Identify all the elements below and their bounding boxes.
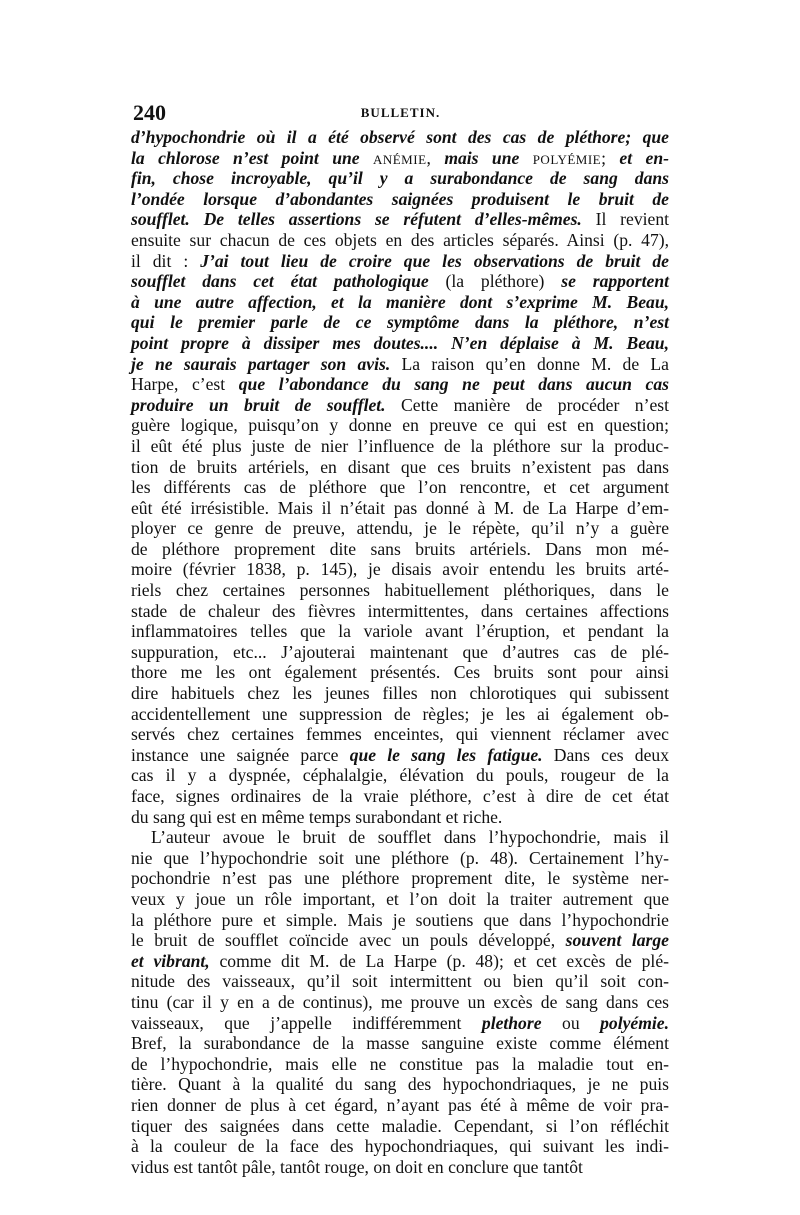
text-line — [131, 745, 669, 766]
text-line — [131, 1013, 669, 1034]
text-line — [131, 580, 669, 601]
text-run: d’hypochondrie où il a été observé sont des cas de pléthore; que — [131, 127, 669, 147]
text-line — [131, 868, 669, 889]
text-line — [131, 951, 669, 972]
text-run: fin, chose incroyable, qu’il y a surabondance de sang dans — [131, 168, 669, 189]
text-line — [131, 518, 669, 539]
text-line — [131, 992, 669, 1013]
text-line — [131, 230, 669, 251]
text-run: soufflet dans cet état pathologique — [131, 271, 429, 292]
text-run: du sang qui est en même temps surabondant et riche. — [131, 806, 503, 827]
text-run: guère logique, puisqu’on y donne en preuve ce qui est en question; — [131, 415, 669, 436]
text-run: comme dit M. de La Harpe (p. 48); et cet excès de plé- — [209, 950, 669, 971]
text-run: point propre à dissiper mes doutes.... N’en déplaise à M. Beau, — [131, 332, 669, 353]
text-run: stade de chaleur des fièvres intermittentes, dans certaines affections — [131, 600, 669, 621]
text-run: tière. Quant à la qualité du sang des hypochondriaques, je ne puis — [131, 1074, 669, 1095]
text-run: à une autre affection, et la manière dont s’exprime M. Beau, — [131, 291, 669, 312]
text-run: le bruit de soufflet coïncide avec un pouls développé, — [131, 930, 566, 951]
text-run: plethore — [481, 1012, 542, 1033]
text-line — [131, 786, 669, 807]
text-line — [131, 354, 669, 375]
text-line — [131, 457, 669, 478]
text-run: Dans ces deux — [542, 744, 669, 765]
text-line — [131, 1095, 669, 1116]
text-run: la chlorose n’est point une — [131, 147, 373, 168]
text-run: que l’abondance du sang ne peut dans aucun cas — [238, 374, 669, 395]
text-run: polyémie. — [600, 1012, 670, 1033]
text-run: Il revient — [581, 209, 670, 230]
text-run: et vibrant, — [131, 950, 210, 971]
text-run: thore me les ont également présentés. Ces bruits sont pour ainsi — [131, 662, 669, 683]
text-line — [131, 765, 669, 786]
text-line — [131, 1054, 669, 1075]
text-run: tiquer des saignées dans cette maladie. Cependant, si l’on réfléchit — [131, 1115, 669, 1136]
text-run: produire un bruit de soufflet. — [131, 394, 386, 415]
text-run: il eût été plus juste de nier l’influence de la pléthore sur la produc- — [131, 435, 669, 456]
text-line — [131, 601, 669, 622]
text-line — [131, 477, 669, 498]
text-run: servés chez certaines femmes enceintes, qui viennent réclamer avec — [131, 724, 669, 745]
text-run: pochondrie n’est pas une pléthore proprement dite, le système ner- — [131, 868, 669, 889]
text-run: souvent large — [565, 930, 669, 951]
text-line — [131, 910, 669, 931]
text-run: ployer ce genre de preuve, attendu, je le répète, qu’il n’y a guère — [131, 518, 669, 539]
text-line — [131, 251, 669, 272]
text-run: ; — [601, 147, 620, 168]
text-run: à la couleur de la face des hypochondriaques, qui suivant les indi- — [131, 1136, 669, 1157]
text-line — [131, 807, 669, 828]
text-run: inflammatoires telles que la variole avant l’éruption, et pendant la — [131, 621, 669, 642]
text-run: ensuite sur chacun de ces objets en des articles séparés. Ainsi (p. 47), — [131, 229, 669, 250]
text-run: mais une — [444, 147, 533, 168]
text-line — [131, 374, 669, 395]
text-line — [131, 662, 669, 683]
text-run: je ne saurais partager son avis. — [131, 353, 391, 374]
text-line — [131, 209, 669, 230]
text-run: la pléthore pure et simple. Mais je soutiens que dans l’hypochondrie — [131, 909, 669, 930]
text-run: ANÉMIE — [372, 151, 427, 167]
text-line — [131, 1033, 669, 1054]
text-line — [131, 848, 669, 869]
text-line — [131, 559, 669, 580]
text-line — [131, 415, 669, 436]
text-run: il dit : — [131, 250, 201, 271]
text-run: instance une saignée parce — [131, 744, 350, 765]
paragraph — [131, 127, 669, 827]
text-run: qui le premier parle de ce symptôme dans la pléthore, n’est — [131, 312, 669, 333]
text-run: l’ondée lorsque d’abondantes saignées produisent le bruit de — [131, 188, 669, 209]
text-line — [131, 292, 669, 313]
text-run: L’auteur avoue le bruit de soufflet dans l’hypochondrie, mais il — [151, 827, 669, 848]
text-run: et en- — [619, 147, 669, 168]
text-run: veux y joue un rôle important, et l’on doit la traiter autrement que — [131, 888, 669, 909]
text-line — [131, 827, 669, 848]
text-run: eût été irrésistible. Mais il n’était pas donné à M. de La Harpe d’em- — [131, 497, 669, 518]
text-run: , — [426, 147, 445, 168]
text-run: soufflet. De telles assertions se réfutent d’elles-mêmes. — [131, 209, 582, 230]
text-line — [131, 683, 669, 704]
text-line — [131, 1157, 669, 1178]
text-line — [131, 148, 669, 169]
text-run: se rapportent — [561, 271, 669, 292]
text-run: Harpe, c’est — [131, 374, 239, 395]
page-number: 240 — [133, 100, 166, 125]
text-line — [131, 168, 669, 189]
text-line — [131, 127, 669, 148]
text-run: Bref, la surabondance de la masse sanguine existe comme élément — [131, 1033, 669, 1054]
text-run: vidus est tantôt pâle, tantôt rouge, on doit en conclure que tantôt — [131, 1156, 583, 1177]
text-line — [131, 704, 669, 725]
text-line — [131, 539, 669, 560]
text-line — [131, 271, 669, 292]
text-run: POLYÉMIE — [532, 151, 602, 167]
text-run: dire habituels chez les jeunes filles non chlorotiques qui subissent — [131, 683, 669, 704]
text-run: que le sang les fatigue. — [349, 744, 543, 765]
text-run: de l’hypochondrie, mais elle ne constitue pas la maladie tout en- — [131, 1053, 669, 1074]
text-line — [131, 1116, 669, 1137]
text-run: tinu (car il y en a de continus), me prouve un excès de sang dans ces — [131, 991, 669, 1012]
text-run: de pléthore proprement dite sans bruits artériels. Dans mon mé- — [131, 538, 669, 559]
text-run: tion de bruits artériels, en disant que ces bruits n’existent pas dans — [131, 456, 669, 477]
text-run: nie que l’hypochondrie soit une pléthore (p. 48). Certainement l’hy- — [131, 847, 669, 868]
running-head — [133, 100, 668, 126]
text-line — [131, 312, 669, 333]
text-run: ou — [541, 1012, 601, 1033]
text-run: accidentellement une suppression de règles; je les ai également ob- — [131, 703, 669, 724]
text-line — [131, 971, 669, 992]
text-run: La raison qu’en donne M. de La — [390, 353, 669, 374]
text-line — [131, 724, 669, 745]
text-run: (la pléthore) — [428, 271, 562, 292]
text-run: les différents cas de pléthore que l’on rencontre, et cet argument — [131, 477, 669, 498]
text-line — [131, 1074, 669, 1095]
text-run: Cette manière de procéder n’est — [385, 394, 669, 415]
text-run: suppuration, etc... J’ajouterai maintenant que d’autres cas de plé- — [131, 641, 669, 662]
text-run: J’ai tout lieu de croire que les observations de bruit de — [200, 250, 669, 271]
text-run: moire (février 1838, p. 145), je disais avoir entendu les bruits arté- — [131, 559, 669, 580]
text-run: rien donner de plus à cet égard, n’ayant pas été à même de voir pra- — [131, 1094, 669, 1115]
text-line — [131, 498, 669, 519]
paragraph — [131, 827, 669, 1177]
text-line — [131, 189, 669, 210]
text-run: vaisseaux, que j’appelle indifféremment — [131, 1012, 482, 1033]
text-run: cas il y a dyspnée, céphalalgie, élévation du pouls, rougeur de la — [131, 765, 669, 786]
body-text — [131, 127, 669, 1177]
text-line — [131, 436, 669, 457]
text-run: nitude des vaisseaux, qu’il soit intermittent ou bien qu’il soit con- — [131, 971, 669, 992]
text-line — [131, 930, 669, 951]
text-run: face, signes ordinaires de la vraie pléthore, c’est à dire de cet état — [131, 786, 669, 806]
text-line — [131, 621, 669, 642]
running-title: BULLETIN. — [360, 105, 441, 120]
text-line — [131, 333, 669, 354]
text-line — [131, 889, 669, 910]
text-line — [131, 395, 669, 416]
text-line — [131, 642, 669, 663]
text-line — [131, 1136, 669, 1157]
text-run: riels chez certaines personnes habituellement pléthoriques, dans le — [131, 580, 669, 601]
